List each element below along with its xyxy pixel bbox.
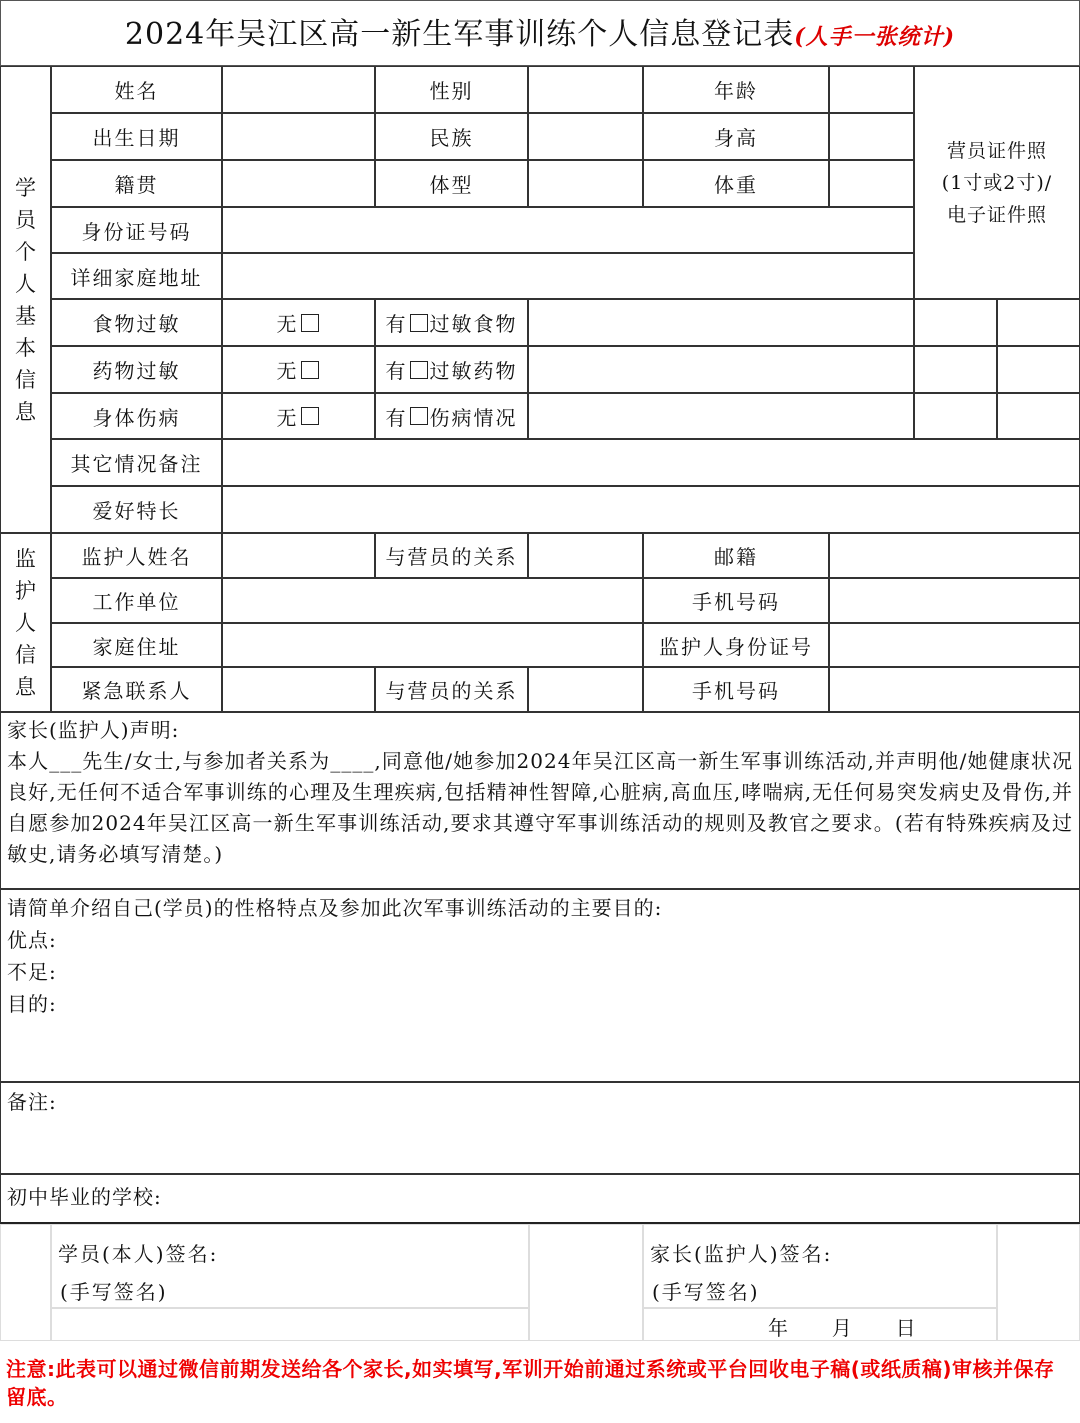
relation-field[interactable] [528, 533, 643, 578]
extra-cell [914, 299, 997, 346]
form-title [0, 0, 1080, 66]
other-notes-field[interactable] [222, 439, 1080, 486]
checkbox-icon[interactable] [301, 314, 319, 332]
side-char: 员 [15, 207, 36, 232]
injury-label: 身体伤病 [51, 393, 222, 439]
side-char: 息 [15, 399, 36, 424]
origin-label: 籍贯 [51, 160, 222, 207]
guardian-name-label: 监护人姓名 [51, 533, 222, 578]
drug-allergy-label: 药物过敏 [51, 346, 222, 393]
relation2-label: 与营员的关系 [375, 667, 528, 712]
ethnicity-field[interactable] [528, 113, 643, 160]
grid-cell [997, 1224, 1080, 1341]
food-detail-field[interactable] [528, 299, 914, 346]
relation-label: 与营员的关系 [375, 533, 528, 578]
address-label: 详细家庭地址 [51, 253, 222, 299]
school-block[interactable] [0, 1174, 1080, 1224]
age-label: 年龄 [643, 66, 829, 113]
remarks-label: 备注: [7, 1090, 57, 1114]
injury-none-option[interactable] [222, 393, 375, 439]
extra-cell [997, 299, 1080, 346]
guardian-section-label [0, 533, 51, 712]
drug-detail-label: 过敏药物 [429, 359, 518, 383]
photo-label-line: 营员证件照 [946, 139, 1047, 162]
notice-text: 注意:此表可以通过微信前期发送给各个家长,如实填写,军训开始前通过系统或平台回收电子稿(或纸质稿)审核并保存留底。 [6, 1357, 1055, 1409]
none-text: 无 [276, 405, 299, 430]
phone-field[interactable] [829, 578, 1080, 623]
injury-detail-label: 伤病情况 [429, 405, 518, 430]
drug-has-option[interactable] [375, 346, 528, 393]
student-section-label [0, 66, 51, 533]
postcode-field[interactable] [829, 533, 1080, 578]
declaration-heading: 家长(监护人)声明: [7, 718, 180, 742]
none-text: 无 [276, 312, 299, 336]
purpose-label: 目的: [7, 992, 57, 1016]
checkbox-icon[interactable] [410, 407, 428, 425]
postcode-label: 邮籍 [643, 533, 829, 578]
guardian-name-field[interactable] [222, 533, 375, 578]
hobby-label: 爱好特长 [51, 486, 222, 533]
side-char: 人 [15, 271, 36, 296]
has-text: 有 [385, 312, 408, 336]
work-label: 工作单位 [51, 578, 222, 623]
food-detail-label: 过敏食物 [429, 312, 518, 336]
height-label: 身高 [643, 113, 829, 160]
extra-cell [914, 346, 997, 393]
checkbox-icon[interactable] [410, 361, 428, 379]
photo-box[interactable] [914, 66, 1080, 299]
age-field[interactable] [829, 66, 914, 113]
title-note: (人手一张统计) [794, 24, 956, 50]
side-char: 人 [15, 610, 36, 635]
address-field[interactable] [222, 253, 914, 299]
relation2-field[interactable] [528, 667, 643, 712]
emergency-field[interactable] [222, 667, 375, 712]
student-signature-field[interactable]: (手写签名) [60, 1280, 168, 1304]
hobby-field[interactable] [222, 486, 1080, 533]
declaration-block [0, 712, 1080, 889]
food-none-option[interactable] [222, 299, 375, 346]
name-field[interactable] [222, 66, 375, 113]
has-text: 有 [385, 359, 408, 383]
photo-label-line: (1寸或2寸)/ [941, 171, 1053, 194]
student-signature-label: 学员(本人)签名: [58, 1242, 219, 1266]
ethnicity-label: 民族 [375, 113, 528, 160]
intro-block[interactable] [0, 889, 1080, 1082]
has-text: 有 [385, 405, 408, 430]
side-char: 护 [15, 578, 36, 603]
side-char: 息 [15, 674, 36, 699]
checkbox-icon[interactable] [410, 314, 428, 332]
side-char: 学 [15, 175, 36, 200]
build-field[interactable] [528, 160, 643, 207]
remarks-block[interactable] [0, 1082, 1080, 1174]
extra-cell [997, 393, 1080, 439]
extra-cell [914, 393, 997, 439]
height-field[interactable] [829, 113, 914, 160]
injury-detail-field[interactable] [528, 393, 914, 439]
side-char: 信 [15, 367, 36, 392]
parent-signature-field[interactable]: (手写签名) [652, 1280, 760, 1304]
intro-heading: 请简单介绍自己(学员)的性格特点及参加此次军事训练活动的主要目的: [7, 896, 663, 920]
drug-none-option[interactable] [222, 346, 375, 393]
birth-label: 出生日期 [51, 113, 222, 160]
side-char: 个 [15, 239, 36, 264]
id-field[interactable] [222, 207, 914, 253]
emergency-label: 紧急联系人 [51, 667, 222, 712]
home-field[interactable] [222, 623, 643, 667]
strengths-label: 优点: [7, 928, 57, 952]
declaration-body: 本人___先生/女士,与参加者关系为____,同意他/她参加2024年吴江区高一新生军事训练活动,并声明他/她健康状况良好,无任何不适合军事训练的心理及生理疾病,包括精神性智障,心脏病,高血压,哮喘病,无任何易突发病史及骨伤,并自愿参加2024年吴江区高一新生军事训练活动,要求其遵守军事训练活动的规则及教官之要求。(若有特殊疾病及过敏史,请务必填写清楚。) [7, 749, 1073, 866]
extra-cell [997, 346, 1080, 393]
name-label: 姓名 [51, 66, 222, 113]
weight-label: 体重 [643, 160, 829, 207]
photo-label-line: 电子证件照 [946, 203, 1047, 226]
birth-field[interactable] [222, 113, 375, 160]
food-has-option[interactable] [375, 299, 528, 346]
side-char: 信 [15, 642, 36, 667]
work-field[interactable] [222, 578, 643, 623]
none-text: 无 [276, 359, 299, 383]
weight-field[interactable] [829, 160, 914, 207]
origin-field[interactable] [222, 160, 375, 207]
gender-label: 性别 [375, 66, 528, 113]
grid-cell [51, 1308, 529, 1341]
other-notes-label: 其它情况备注 [51, 439, 222, 486]
parent-signature-label: 家长(监护人)签名: [650, 1242, 833, 1266]
drug-detail-field[interactable] [528, 346, 914, 393]
gender-field[interactable] [528, 66, 643, 113]
checkbox-icon[interactable] [301, 407, 319, 425]
grid-cell [0, 1224, 51, 1341]
build-label: 体型 [375, 160, 528, 207]
home-label: 家庭住址 [51, 623, 222, 667]
phone-label: 手机号码 [643, 578, 829, 623]
school-label: 初中毕业的学校: [7, 1185, 162, 1209]
injury-has-option[interactable] [375, 393, 528, 439]
food-allergy-label: 食物过敏 [51, 299, 222, 346]
side-char: 监 [15, 546, 36, 571]
grid-cell [529, 1224, 643, 1341]
weaknesses-label: 不足: [7, 960, 57, 984]
title-main: 2024年吴江区高一新生军事训练个人信息登记表 [124, 17, 795, 52]
id-label: 身份证号码 [51, 207, 222, 253]
guardian-id-field[interactable] [829, 623, 1080, 667]
phone2-field[interactable] [829, 667, 1080, 712]
checkbox-icon[interactable] [301, 361, 319, 379]
phone2-label: 手机号码 [643, 667, 829, 712]
guardian-id-label: 监护人身份证号 [643, 623, 829, 667]
side-char: 基 [15, 303, 36, 328]
side-char: 本 [15, 335, 36, 360]
date-line[interactable]: 年 月 日 [768, 1316, 918, 1340]
